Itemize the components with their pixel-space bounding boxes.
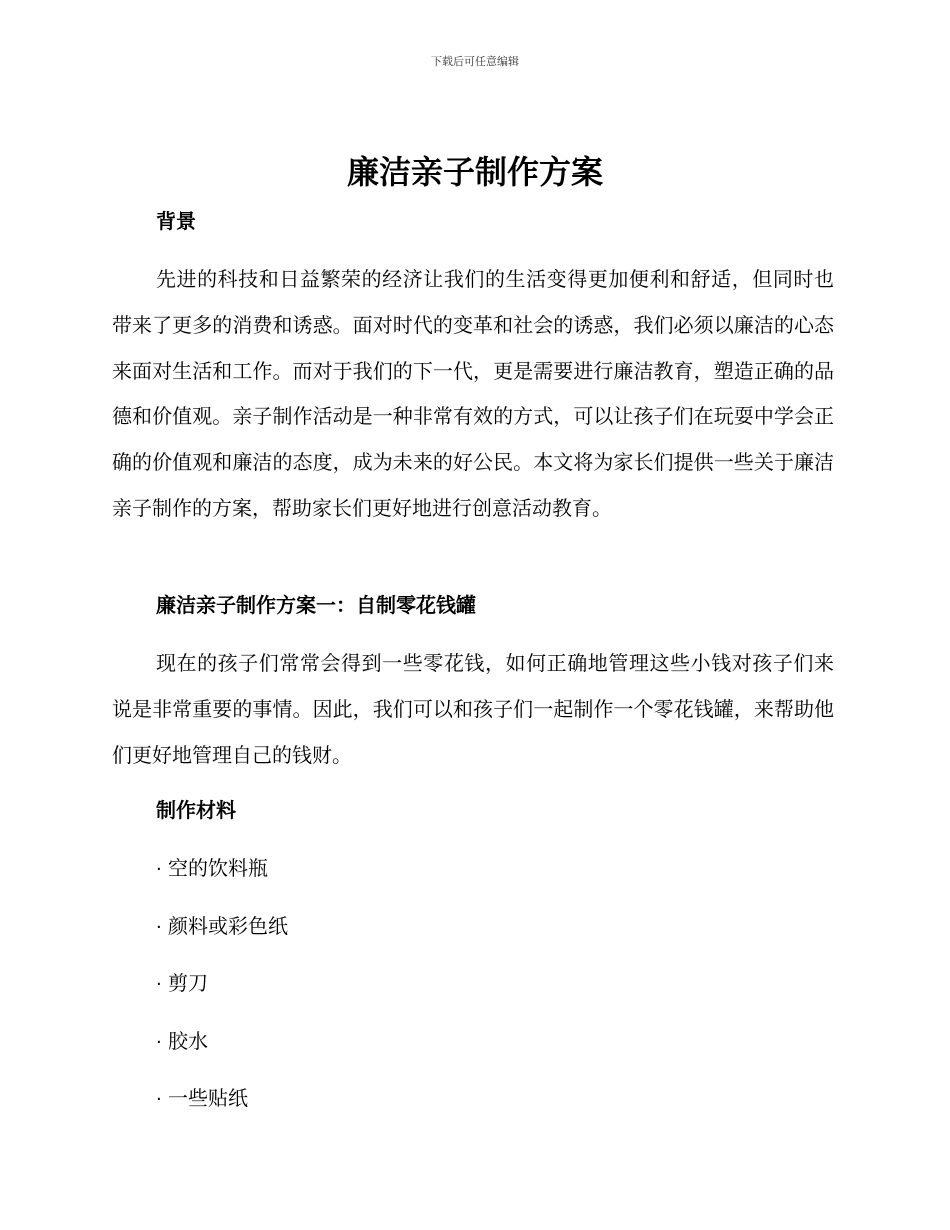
header-note: 下载后可任意编辑 <box>431 55 519 68</box>
plan1-heading: 廉洁亲子制作方案一：自制零花钱罐 <box>156 593 476 617</box>
document-title: 廉洁亲子制作方案 <box>346 153 603 191</box>
material-label: 一些贴纸 <box>168 1086 248 1110</box>
list-item <box>156 908 288 966</box>
materials-list <box>156 850 288 1138</box>
material-label: 颜料或彩色纸 <box>168 913 288 938</box>
plan1-paragraph: 现在的孩子们常常会得到一些零花钱，如何正确地管理这些小钱对孩子们来说是非常重要的事情。因此，我们可以和孩子们一起制作一个零花钱罐，来帮助他们更好地管理自己的钱财。 <box>112 651 834 767</box>
background-paragraph: 先进的科技和日益繁荣的经济让我们的生活变得更加便利和舒适，但同时也带来了更多的消费和诱惑。面对时代的变革和社会的诱惑，我们必须以廉洁的心态来面对生活和工作。而对于我们的下一代，更是需要进行廉洁教育，塑造正确的品德和价值观。亲子制作活动是一种非常有效的方式，可以让孩子们在玩耍中学会正确的价值观和廉洁的态度，成为未来的好公民。本文将为家长们提供一些关于廉洁亲子制作的方案，帮助家长们更好地进行创意活动教育。 <box>112 267 834 520</box>
bullet-icon: · <box>156 1089 162 1110</box>
list-item <box>156 965 288 1023</box>
material-label: 空的饮料瓶 <box>168 856 268 880</box>
bullet-icon: · <box>156 1031 162 1053</box>
bullet-icon: · <box>156 974 162 995</box>
materials-heading: 制作材料 <box>156 798 236 822</box>
bullet-icon: · <box>156 859 162 880</box>
list-item <box>156 1080 288 1138</box>
bullet-icon: · <box>156 916 162 938</box>
material-label: 剪刀 <box>168 971 208 995</box>
background-heading: 背景 <box>156 209 196 233</box>
list-item <box>156 1023 288 1081</box>
list-item <box>156 850 288 908</box>
material-label: 胶水 <box>168 1028 208 1053</box>
